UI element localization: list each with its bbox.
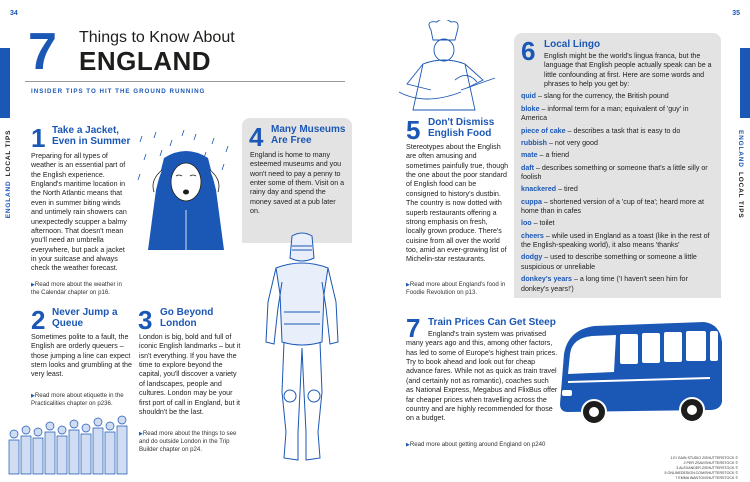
section-7-body: England's train system was privatised many years ago and this, among other factors, has led to some of Europe's highest train prices. Try to book ahead and look out for cheap advance fares. While not as quick as train travel (and certainly not as romantic), coaches such as National Express, Megabus and FlixBus offer far cheaper prices when travelling across the country and are highly recommended for those on a budget.	[406, 330, 558, 423]
section-6-number: 6	[521, 36, 536, 66]
lingo-entry: rubbish – not very good	[521, 138, 598, 147]
page-subtitle: INSIDER TIPS TO HIT THE GROUND RUNNING	[31, 88, 206, 95]
section-7-title: Train Prices Can Get Steep	[428, 317, 556, 328]
section-2-body: Sometimes polite to a fault, the English are orderly queuers – those jumping a line can expect stern looks and grumbling at the very least.	[31, 333, 132, 379]
section-4-body: England is home to many esteemed museums and you won't need to pay a penny to enter some of them. Visit on a rainy day and spend the money saved at a pub later on.	[250, 151, 345, 216]
section-6-title: Local Lingo	[544, 39, 601, 50]
section-1-body: Preparing for all types of weather is an essential part of the English experience. England's maritime location in the North Atlantic means that even in summer biting winds and untimely rain showers can unexpectedly scupper a balmy afternoon. That doesn't mean you'll need an umbrella everywhere, but pack a jacket in your suitcase and always check the weather forecast.	[31, 152, 127, 273]
credit-line: 1 EI GAIN STUDIO 2/SHUTTERSTOCK ©	[670, 456, 738, 460]
side-section-label: LOCAL TIPS	[737, 171, 744, 219]
header-divider	[25, 81, 345, 82]
section-2-read-more: ▶ Read more about etiquette in the Practicalities chapter on p236.	[31, 392, 131, 408]
page-number-left: 34	[10, 10, 18, 17]
lingo-entry: mate – a friend	[521, 151, 570, 160]
section-3-body: London is big, bold and full of iconic English landmarks – but it isn't everything. If you have the time to explore beyond the capital, you'll discover a variety of landscapes, people and cultures. London may be your first port of call in England, but it shouldn't be the last.	[139, 333, 241, 416]
knight-armour-illustration	[262, 232, 342, 472]
section-2-number: 2	[31, 305, 46, 335]
photo-credits	[628, 456, 738, 481]
local-lingo-intro: English might be the world's lingua franca, but the language that English people actually speak can be a little confounding at first. Here are some words and phrases to help you get by:	[544, 52, 712, 89]
section-7-read-more: ▶ Read more about getting around England on p240	[406, 441, 566, 449]
section-1-number: 1	[31, 123, 46, 153]
section-2-title: Never Jump a Queue	[52, 307, 118, 329]
lingo-entry: donkey's years – a long time ('I haven't seen him for donkey's years!')	[521, 275, 688, 293]
lingo-entry: bloke – informal term for a man; equivalent of 'guy' in America	[521, 104, 689, 123]
page-number-right: 35	[732, 10, 740, 17]
side-label-right	[737, 130, 744, 218]
lingo-entry: piece of cake – describes a task that is easy to do	[521, 126, 681, 135]
lingo-entry: dodgy – used to describe something or someone a little suspicious or unreliable	[521, 253, 697, 271]
credit-line: 5 ONLINEDESIGN.COM/SHUTTERSTOCK ©	[664, 471, 738, 476]
side-label-left	[5, 130, 12, 218]
credit-line: 2 PER ZSAV/SHUTTERSTOCK ©	[683, 461, 738, 466]
side-region-label: ENGLAND	[737, 130, 744, 168]
section-7-number: 7	[406, 313, 421, 343]
header-title-line1: Things to Know About	[79, 29, 235, 46]
chef-cooking-illustration	[395, 20, 503, 116]
section-5-title: Don't Dismiss English Food	[428, 117, 495, 139]
credit-line: 3 ALEXANDER.Z/SHUTTERSTOCK ©	[676, 466, 738, 471]
lingo-entry: knackered – tired	[521, 185, 578, 194]
section-5-number: 5	[406, 115, 421, 145]
coach-bus-illustration	[554, 318, 726, 426]
credit-line: 7 EMMA WANTOI/SHUTTERSTOCK ©	[675, 476, 738, 481]
local-lingo-content	[521, 52, 715, 297]
side-region-label: ENGLAND	[5, 180, 12, 219]
section-1-read-more: ▶ Read more about the weather in the Calendar chapter on p16.	[31, 281, 131, 297]
section-3-title: Go Beyond London	[160, 307, 214, 329]
section-4-title: Many Museums Are Free	[271, 124, 346, 146]
side-tab-left	[0, 48, 10, 118]
header-number: 7	[28, 23, 57, 81]
lingo-entry: quid – slang for the currency, the British pound	[521, 92, 669, 101]
section-3-read-more: ▶ Read more about the things to see and do outside London in the Trip Builder chapter on p24.	[139, 430, 245, 454]
side-tab-right	[740, 48, 750, 118]
lingo-entry: loo – toilet	[521, 219, 555, 228]
queue-of-people-illustration	[4, 412, 132, 480]
page-title: ENGLAND	[79, 46, 212, 76]
section-5-read-more: ▶ Read more about England's food in Foodie Revolution on p13.	[406, 281, 510, 297]
lingo-entry: daft – describes something or someone that's a little silly or foolish	[521, 163, 708, 181]
section-1-title: Take a Jacket, Even in Summer	[52, 125, 131, 147]
section-3-number: 3	[138, 305, 153, 335]
lingo-entry: cheers – while used in England as a toast (like in the rest of the English-speaking world), it also means 'thanks'	[521, 231, 710, 250]
lingo-entry: cuppa – shortened version of a 'cup of tea'; heard more at home than in cafes	[521, 197, 704, 216]
section-5-body: Stereotypes about the English are often amusing and sometimes painfully true, though the one about the poor standard of English food can be consigned to history's dustbin. The country is now dotted with superb restaurants offering a strong emphasis on fresh, locally grown produce. There's cuisine from all over the world too, amid an ever-growing list of Michelin-star restaurants.	[406, 143, 509, 264]
section-4-number: 4	[249, 122, 264, 152]
side-section-label: LOCAL TIPS	[5, 130, 12, 177]
rain-jacket-woman-illustration	[134, 130, 238, 295]
